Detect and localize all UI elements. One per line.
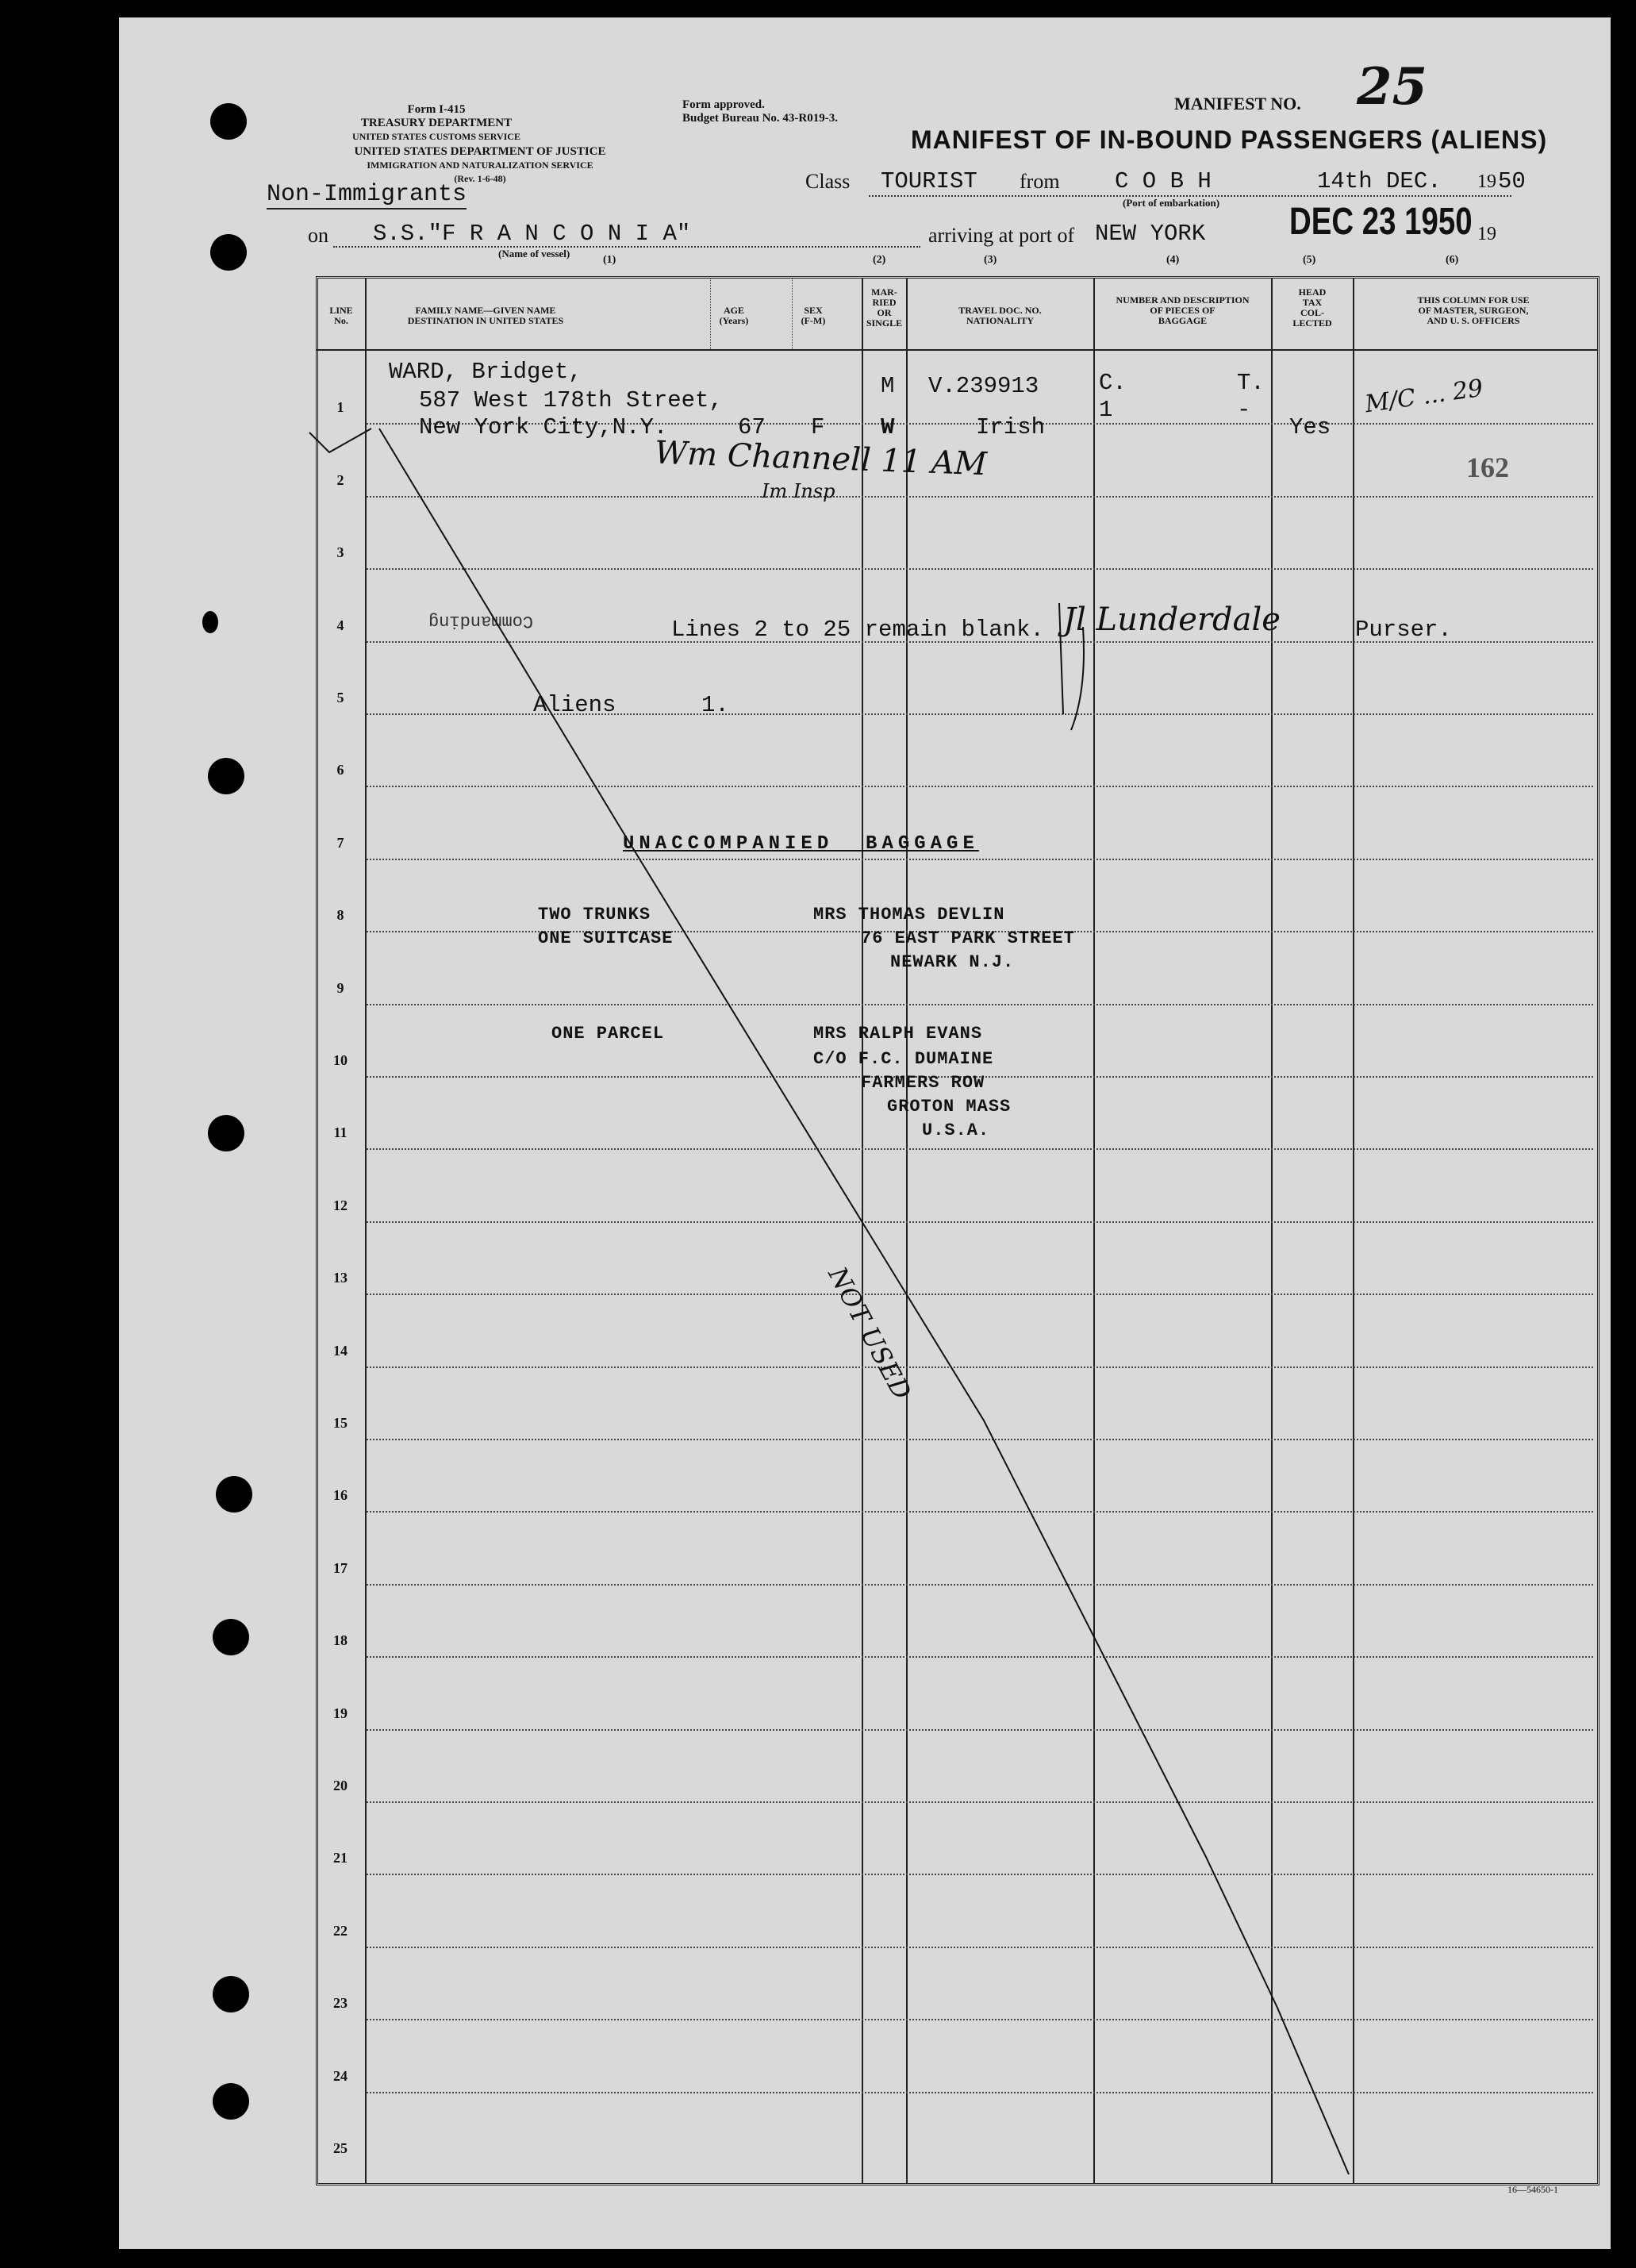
mirrored-text: Commanding xyxy=(428,611,534,631)
manifest-no-label: MANIFEST NO. xyxy=(1174,94,1301,113)
diagonal-stroke xyxy=(379,429,1349,2174)
year-value: 50 xyxy=(1498,168,1526,194)
line-number: 25 xyxy=(333,2140,348,2156)
passenger-travel-doc: V.239913 xyxy=(928,373,1039,399)
line-number: 4 xyxy=(336,617,344,633)
aliens-count: 1. xyxy=(701,692,729,718)
col-header-name: FAMILY NAME—GIVEN NAME DESTINATION IN UNITED STATES xyxy=(407,305,564,326)
passenger-baggage-count: 1 - xyxy=(1099,397,1251,423)
line-number: 6 xyxy=(336,762,344,778)
baggage1-addr1: 76 EAST PARK STREET xyxy=(861,928,1075,948)
line-number: 12 xyxy=(333,1197,348,1213)
passenger-sex: F xyxy=(811,414,825,440)
baggage-heading: UNACCOMPANIED BAGGAGE xyxy=(623,833,979,855)
line-number: 2 xyxy=(336,471,344,488)
ins-service: IMMIGRATION AND NATURALIZATION SERVICE xyxy=(367,160,593,171)
baggage1-desc: TWO TRUNKS xyxy=(538,905,651,924)
passenger-married: M xyxy=(881,373,895,399)
class-value: TOURIST xyxy=(881,168,977,194)
purser-flourish xyxy=(1059,603,1084,730)
form-approval: Form approved. Budget Bureau No. 43-R019-3. xyxy=(682,98,838,125)
passenger-baggage-type: C. T. xyxy=(1099,370,1265,396)
line-number: 23 xyxy=(333,1995,348,2012)
line-number: 15 xyxy=(333,1415,348,1431)
line-number: 24 xyxy=(333,2067,348,2084)
arrival-date-stamp: DEC 23 1950 xyxy=(1289,201,1473,243)
col-header-married: MAR- RIED OR SINGLE xyxy=(866,286,903,329)
purser-label: Purser. xyxy=(1355,617,1452,643)
lines-blank-note: Lines 2 to 25 remain blank. xyxy=(671,617,1044,643)
customs-service: UNITED STATES CUSTOMS SERVICE xyxy=(352,131,520,142)
check-mark xyxy=(309,429,371,452)
line-number: 14 xyxy=(333,1342,348,1359)
form-revision: (Rev. 1-6-48) xyxy=(454,173,506,184)
line-number: 13 xyxy=(333,1270,348,1286)
from-label: from xyxy=(1020,170,1060,193)
line-number: 7 xyxy=(336,834,344,851)
line-number: 16 xyxy=(333,1487,348,1504)
baggage2-addr4: U.S.A. xyxy=(922,1121,990,1140)
form-number: Form I-415 xyxy=(407,103,466,116)
col-header-head-tax: HEAD TAX COL- LECTED xyxy=(1292,286,1332,329)
vessel-value: S.S."F R A N C O N I A" xyxy=(373,221,691,247)
stamp-number: 162 xyxy=(1466,452,1509,483)
line-number: 18 xyxy=(333,1632,348,1649)
passenger-age: 67 xyxy=(738,414,766,440)
baggage2-addr3: GROTON MASS xyxy=(887,1097,1012,1117)
passenger-status-mark: W xyxy=(881,414,895,440)
inspector-signature: Wm Channell 11 AM xyxy=(654,434,988,483)
col-num-5: (5) xyxy=(1303,254,1316,266)
baggage1-addr2: NEWARK N.J. xyxy=(890,952,1015,972)
line-number: 21 xyxy=(333,1850,348,1866)
passenger-address1: 587 West 178th Street, xyxy=(419,387,723,413)
col-header-officers: THIS COLUMN FOR USE OF MASTER, SURGEON, AND U. S. OFFICERS xyxy=(1417,294,1530,326)
line-number: 10 xyxy=(333,1052,348,1068)
col-num-3: (3) xyxy=(984,254,997,266)
line-number: 17 xyxy=(333,1559,348,1576)
passenger-head-tax: Yes xyxy=(1289,414,1331,440)
passenger-name: WARD, Bridget, xyxy=(389,359,582,385)
col-header-baggage: NUMBER AND DESCRIPTION OF PIECES OF BAGGAGE xyxy=(1116,294,1250,326)
line-number: 20 xyxy=(333,1778,348,1793)
passenger-nationality: Irish xyxy=(976,414,1046,440)
col-num-4: (4) xyxy=(1166,254,1180,266)
line-number: 9 xyxy=(336,979,344,996)
vessel-caption: (Name of vessel) xyxy=(498,248,570,259)
col-num-1: (1) xyxy=(603,254,616,266)
aliens-label: Aliens xyxy=(533,692,616,718)
treasury-dept: TREASURY DEPARTMENT xyxy=(360,117,513,129)
inspector-title: Im Insp xyxy=(762,480,835,502)
col-header-sex: SEX (F-M) xyxy=(801,305,826,326)
baggage2-addr2: FARMERS ROW xyxy=(861,1073,985,1093)
col-header-age: AGE (Years) xyxy=(719,305,749,326)
col-num-6: (6) xyxy=(1446,254,1459,266)
line-number: 19 xyxy=(333,1705,348,1721)
baggage2-addr1: C/O F.C. DUMAINE xyxy=(813,1049,994,1069)
manifest-no-value: 25 xyxy=(1357,57,1428,117)
baggage1-name: MRS THOMAS DEVLIN xyxy=(813,905,1005,924)
arrival-year-suffix: 19 xyxy=(1477,224,1496,244)
baggage2-name: MRS RALPH EVANS xyxy=(813,1024,983,1044)
line-number: 5 xyxy=(336,690,344,705)
line-number: 8 xyxy=(336,907,344,924)
line-number: 11 xyxy=(333,1124,348,1141)
col-header-line: LINE No. xyxy=(329,305,353,326)
col-header-travel-doc: TRAVEL DOC. NO. NATIONALITY xyxy=(958,305,1042,326)
arriving-label: arriving at port of xyxy=(928,224,1075,247)
justice-dept: UNITED STATES DEPARTMENT OF JUSTICE xyxy=(354,145,606,158)
on-label: on xyxy=(308,224,328,247)
passenger-address2: New York City,N.Y. xyxy=(419,414,668,440)
category-label: Non-Immigrants xyxy=(267,181,467,208)
footer-code: 16—54650-1 xyxy=(1507,2184,1558,2195)
line-number: 3 xyxy=(336,544,344,561)
depart-date: 14th DEC. xyxy=(1317,168,1442,194)
purser-signature: Jl Lunderdale xyxy=(1063,602,1281,638)
port-value: C O B H xyxy=(1115,168,1212,194)
baggage2-desc: ONE PARCEL xyxy=(551,1024,665,1044)
year-prefix: 19 xyxy=(1477,171,1496,192)
manifest-title: MANIFEST OF IN-BOUND PASSENGERS (ALIENS) xyxy=(911,125,1548,154)
col-num-2: (2) xyxy=(873,254,886,266)
port-caption: (Port of embarkation) xyxy=(1123,197,1220,209)
line-number: 22 xyxy=(333,1922,348,1939)
arrival-port: NEW YORK xyxy=(1095,221,1206,247)
not-used-note: NOT USED xyxy=(822,1262,918,1405)
line-number: 1 xyxy=(336,399,344,416)
class-label: Class xyxy=(805,170,851,193)
officer-note: M/C ... 29 xyxy=(1363,374,1485,419)
baggage1-desc2: ONE SUITCASE xyxy=(538,928,674,948)
